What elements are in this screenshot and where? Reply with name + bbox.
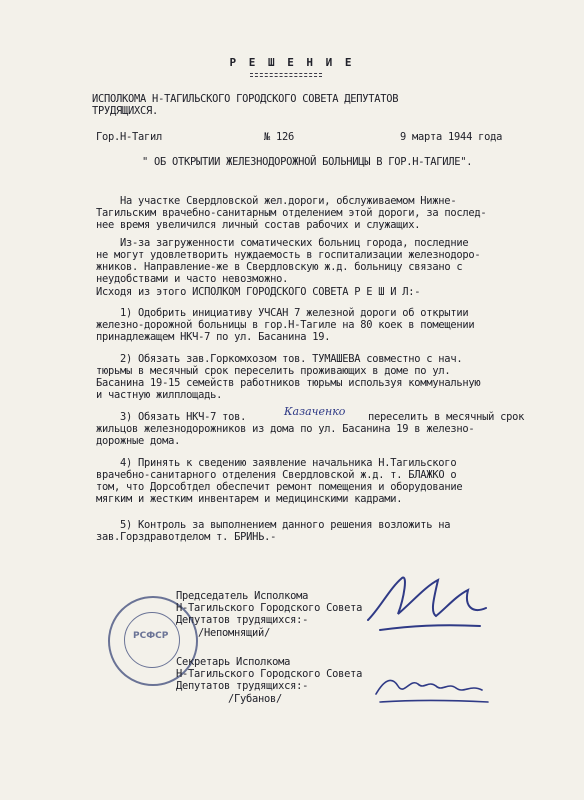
body-line: железно-дорожной больницы в гор.Н-Тагиле на 80 коек в помещении [96,319,475,331]
body-line: дорожные дома. [96,435,181,447]
body-line: мягким и жестким инвентарем и медицинскими кадрами. [96,493,403,505]
body-line: зав.Горздравотделом т. БРИНЬ.- [96,531,277,543]
secretary-title: Секретарь Исполкома [176,656,291,668]
chair-name: /Непомнящий/ [198,627,271,639]
header-line-1: ИСПОЛКОМА Н-ТАГИЛЬСКОГО ГОРОДСКОГО СОВЕТА ДЕПУТАТОВ [92,93,399,105]
stamp-text: РСФСР [133,631,169,641]
secretary-org: Н-Тагильского Городского Совета [176,668,363,680]
place-of-issue: Гор.Н-Тагил [96,131,163,143]
chair-org: Н-Тагильского Городского Совета [176,602,363,614]
body-line: 5) Контроль за выполнением данного решения возложить на [120,519,451,531]
body-line: врачебно-санитарного отделения Свердловской ж.д. т. БЛАЖКО о [96,469,457,481]
body-line: жников. Направление-же в Свердловскую ж.д. больницу связано с [96,261,463,273]
body-line: 3) Обязать НКЧ-7 тов. [120,411,247,423]
body-line: тюрьмы в месячный срок переселить проживающих в доме по ул. [96,365,451,377]
secretary-name: /Губанов/ [228,693,283,705]
decision-date: 9 марта 1944 года [400,131,503,143]
body-line: не могут удовлетворить нуждаемость в госпитализации железнодоро- [96,249,481,261]
body-line: нее время увеличился личный состав рабочих и служащих. [96,219,421,231]
decision-subject: " ОБ ОТКРЫТИИ ЖЕЛЕЗНОДОРОЖНОЙ БОЛЬНИЦЫ В ГОР.Н-ТАГИЛЕ". [142,156,473,168]
body-line: 2) Обязать зав.Горкомхозом тов. ТУМАШЕВА совместно с нач. [120,353,463,365]
chair-org-2: Депутатов трудящихся:- [176,614,309,626]
body-line: неудобствами и часто невозможно. [96,273,289,285]
chair-signature [360,568,500,648]
body-line: Басанина 19-15 семейств работников тюрьмы используя коммунальную [96,377,481,389]
handwritten-name: Казаченко [284,405,346,418]
body-line: принадлежащем НКЧ-7 по ул. Басанина 19. [96,331,331,343]
header-line-2: ТРУДЯЩИХСЯ. [92,105,159,117]
body-line: На участке Свердловской жел.дороги, обслуживаемом Нижне- [120,195,457,207]
body-line: и частную жилплощадь. [96,389,223,401]
body-line: Из-за загруженности соматических больниц города, последние [120,237,469,249]
title-underline-2 [250,76,322,77]
body-line: 1) Одобрить инициативу УЧСАН 7 железной дороги об открытии [120,307,469,319]
secretary-org-2: Депутатов трудящихся:- [176,680,309,692]
title-underline [250,73,322,74]
document-title: Р Е Ш Е Н И Е [229,56,355,69]
body-line: жильцов железнодорожников из дома по ул. Басанина 19 в железно- [96,423,475,435]
body-line: переселить в месячный срок [368,411,525,423]
decision-number: № 126 [264,131,295,143]
body-line: 4) Принять к сведению заявление начальника Н.Тагильского [120,457,457,469]
body-line: Тагильским врачебно-санитарным отделением этой дороги, за послед- [96,207,487,219]
body-line: том, что Дорсобтдел обеспечит ремонт помещения и оборудование [96,481,463,493]
chair-title: Председатель Исполкома [176,590,309,602]
secretary-signature [370,660,500,710]
body-line: Исходя из этого ИСПОЛКОМ ГОРОДСКОГО СОВЕТА Р Е Ш И Л:- [96,286,421,298]
